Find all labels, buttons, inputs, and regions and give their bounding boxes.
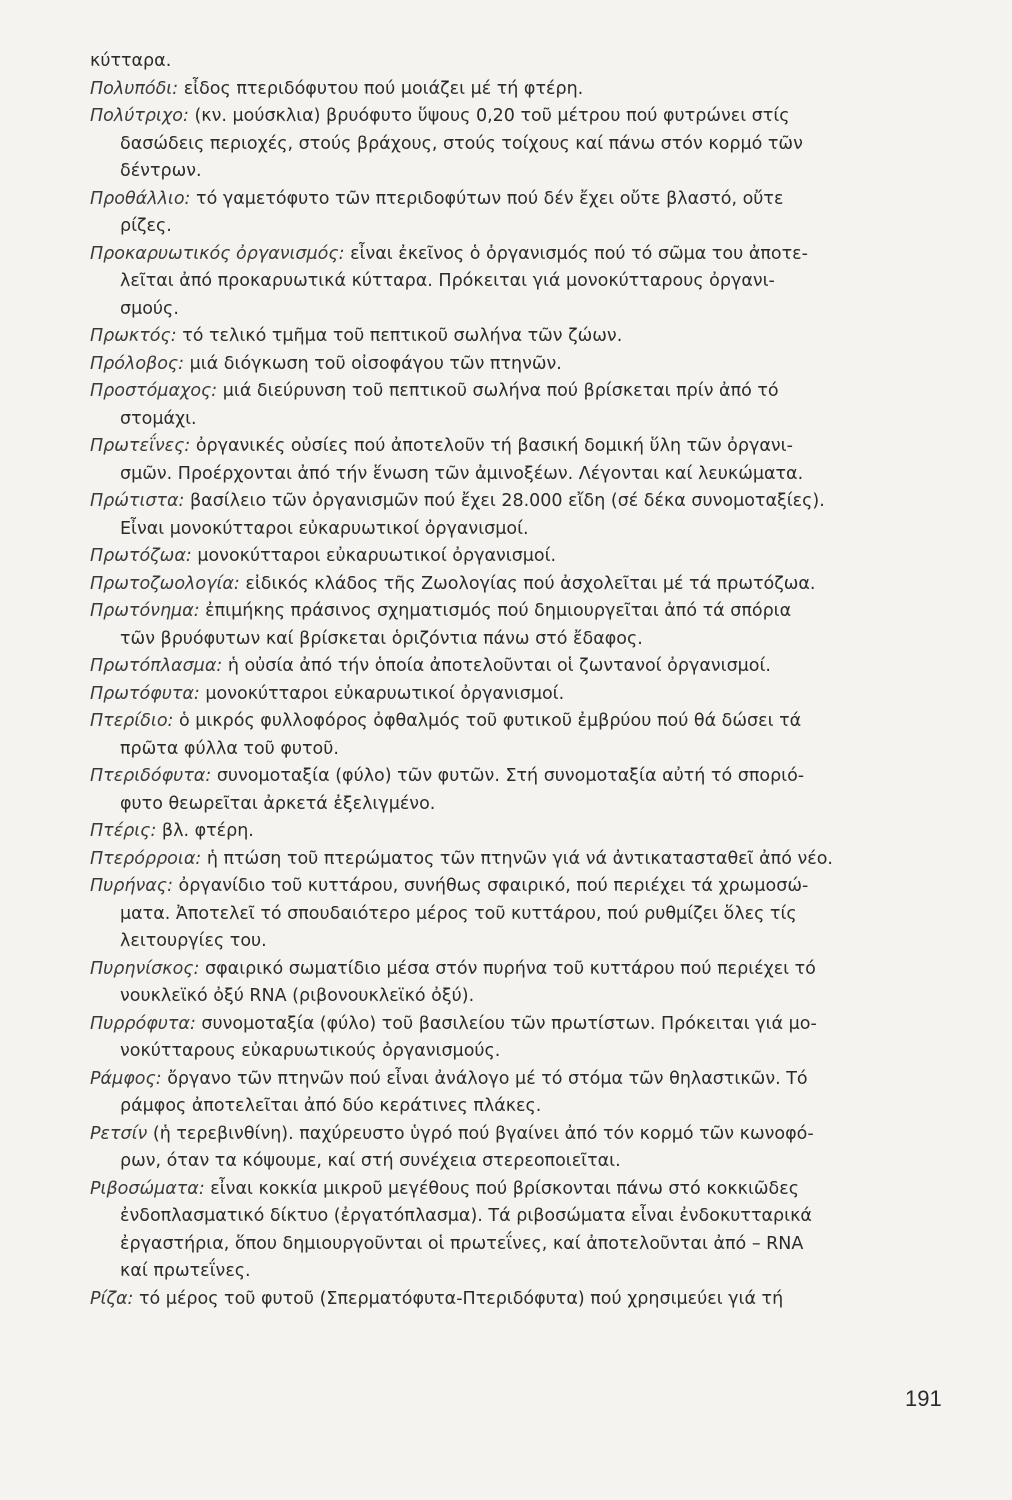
entry-text: τῶν βρυόφυτων καί βρίσκεται ὁριζόντια πάνω στό ἔδαφος. <box>120 628 643 649</box>
glossary-entry <box>90 653 952 681</box>
entry-text: μιά διεύρυνση τοῦ πεπτικοῦ σωλήνα πού βρίσκεται πρίν ἀπό τό <box>217 381 779 401</box>
entry-term: Ριβοσώματα: <box>90 1178 205 1199</box>
entry-term: Πρωτόφυτα: <box>90 683 200 704</box>
glossary-entry <box>90 48 952 76</box>
entry-continuation-line <box>90 158 952 186</box>
entry-term: Πτερόρροια: <box>90 848 202 869</box>
entry-term: Πρωτεΐνες: <box>90 436 191 456</box>
entry-text: λεῖται ἀπό προκαρυωτικά κύτταρα. Πρόκειται γιά μονοκύτταρους ὀργανι- <box>120 271 775 291</box>
entry-text: ὁ μικρός φυλλοφόρος ὀφθαλμός τοῦ φυτικοῦ ἐμβρύου πού θά δώσει τά <box>173 711 802 731</box>
entry-term: Πρωτοζωολογία: <box>90 573 240 594</box>
glossary-entry <box>90 433 952 488</box>
entry-continuation-line <box>90 296 952 324</box>
entry-continuation-line <box>90 626 952 654</box>
glossary-entry <box>90 543 952 571</box>
glossary-body <box>90 48 952 1313</box>
entry-first-line <box>90 763 952 791</box>
entry-first-line <box>90 323 952 351</box>
entry-text: μιά διόγκωση τοῦ οἰσοφάγου τῶν πτηνῶν. <box>184 353 562 374</box>
glossary-entry <box>90 323 952 351</box>
entry-first-line <box>90 1286 952 1314</box>
entry-term: Πρωτόνημα: <box>90 601 200 621</box>
entry-text: εἰδικός κλάδος τῆς Ζωολογίας πού ἀσχολεῖται μέ τά πρωτόζωα. <box>239 573 816 594</box>
glossary-entry <box>90 763 952 818</box>
glossary-entry <box>90 1066 952 1121</box>
entry-text: ρίζες. <box>120 216 172 236</box>
entry-term: Πτεριδόφυτα: <box>90 766 212 786</box>
entry-first-line <box>90 241 952 269</box>
entry-continuation-line <box>90 736 952 764</box>
entry-text: σμῶν. Προέρχονται ἀπό τήν ἕνωση τῶν ἀμινοξέων. Λέγονται καί λευκώματα. <box>120 463 804 484</box>
entry-text: μονοκύτταροι εὐκαρυωτικοί ὀργανισμοί. <box>191 546 557 566</box>
glossary-entry <box>90 186 952 241</box>
entry-text: εἶδος πτεριδόφυτου πού μοιάζει μέ τή φτέρη. <box>178 78 584 99</box>
entry-text: ὀργανικές οὐσίες πού ἀποτελοῦν τή βασική δομική ὕλη τῶν ὀργανι- <box>190 436 793 456</box>
entry-first-line <box>90 598 952 626</box>
entry-text: φυτο θεωρεῖται ἀρκετά ἐξελιγμένο. <box>120 793 436 814</box>
glossary-entry <box>90 598 952 653</box>
glossary-entry <box>90 873 952 956</box>
entry-first-line <box>90 1121 952 1149</box>
entry-continuation-line <box>90 1203 952 1231</box>
entry-text: συνομοταξία (φύλο) τοῦ βασιλείου τῶν πρωτίστων. Πρόκειται γιά μο- <box>195 1013 817 1034</box>
entry-text: ἐπιμήκης πράσινος σχηματισμός πού δημιουργεῖται ἀπό τά σπόρια <box>199 601 792 621</box>
entry-term: Προθάλλιο: <box>90 188 191 209</box>
entry-first-line <box>90 351 952 379</box>
entry-continuation-line <box>90 131 952 159</box>
glossary-entry <box>90 846 952 874</box>
glossary-entry <box>90 956 952 1011</box>
entry-text: ἡ οὐσία ἀπό τήν ὁποία ἀποτελοῦνται οἱ ζωντανοί ὀργανισμοί. <box>222 656 771 676</box>
entry-text: νοκύτταρους εὐκαρυωτικούς ὀργανισμούς. <box>120 1041 501 1061</box>
entry-text: Εἶναι μονοκύτταροι εὐκαρυωτικοί ὀργανισμοί. <box>120 518 529 539</box>
entry-continuation-line <box>90 791 952 819</box>
entry-term: Πυρήνας: <box>90 876 173 896</box>
entry-first-line <box>90 103 952 131</box>
entry-continuation-line <box>90 983 952 1011</box>
entry-first-line <box>90 708 952 736</box>
entry-text: ἐνδοπλασματικό δίκτυο (ἐργατόπλασμα). Τά ριβοσώματα εἶναι ἐνδοκυτταρικά <box>120 1206 812 1226</box>
glossary-entry <box>90 241 952 324</box>
entry-first-line <box>90 956 952 984</box>
entry-continuation-line <box>90 213 952 241</box>
entry-first-line <box>90 571 952 599</box>
glossary-entry <box>90 818 952 846</box>
entry-continuation-line <box>90 461 952 489</box>
entry-text: βασίλειο τῶν ὀργανισμῶν πού ἔχει 28.000 εἴδη (σέ δέκα συνομοταξίες). <box>184 491 825 511</box>
entry-term: Προκαρυωτικός ὀργανισμός: <box>90 243 345 264</box>
entry-first-line <box>90 543 952 571</box>
entry-first-line <box>90 1176 952 1204</box>
entry-term: Πυρηνίσκος: <box>90 958 200 979</box>
entry-first-line <box>90 873 952 901</box>
entry-text: κύτταρα. <box>90 51 172 71</box>
entry-continuation-line <box>90 516 952 544</box>
entry-first-line <box>90 186 952 214</box>
entry-term: Πυρρόφυτα: <box>90 1013 196 1034</box>
entry-text: ράμφος ἀποτελεῖται ἀπό δύο κεράτινες πλάκες. <box>120 1096 542 1116</box>
entry-text: εἶναι ἐκεῖνος ὁ ὀργανισμός πού τό σῶμα του ἀποτε- <box>344 243 808 264</box>
entry-text: τό τελικό τμῆμα τοῦ πεπτικοῦ σωλήνα τῶν ζώων. <box>176 326 623 346</box>
glossary-entry <box>90 378 952 433</box>
entry-text: τό μέρος τοῦ φυτοῦ (Σπερματόφυτα-Πτεριδόφυτα) πού χρησιμεύει γιά τή <box>133 1288 784 1309</box>
entry-continuation-line <box>90 268 952 296</box>
entry-text: βλ. φτέρη. <box>156 821 254 841</box>
entry-continuation-line <box>90 1148 952 1176</box>
entry-term: Πρωκτός: <box>90 326 177 346</box>
entry-first-line <box>90 433 952 461</box>
page-number: 191 <box>905 1386 942 1411</box>
entry-text: πρῶτα φύλλα τοῦ φυτοῦ. <box>120 738 339 759</box>
entry-text: ματα. Ἀποτελεῖ τό σπουδαιότερο μέρος τοῦ κυττάρου, πού ρυθμίζει ὅλες τίς <box>120 903 797 924</box>
entry-term: Πτέρις: <box>90 821 157 841</box>
entry-continuation-line <box>90 901 952 929</box>
entry-text: σφαιρικό σωματίδιο μέσα στόν πυρήνα τοῦ κυττάρου πού περιέχει τό <box>199 958 816 979</box>
entry-continuation-line <box>90 406 952 434</box>
entry-text: νουκλεϊκό ὀξύ RNA (ριβονουκλεϊκό ὀξύ). <box>120 986 475 1006</box>
glossary-entry <box>90 1286 952 1314</box>
entry-text: ἡ πτώση τοῦ πτερώματος τῶν πτηνῶν γιά νά ἀντικατασταθεῖ ἀπό νέο. <box>201 848 833 869</box>
entry-term: Ρίζα: <box>90 1288 134 1309</box>
entry-text: εἶναι κοκκία μικροῦ μεγέθους πού βρίσκονται πάνω στό κοκκιῶδες <box>204 1178 799 1199</box>
entry-term: Πολύτριχο: <box>90 106 189 126</box>
entry-first-line <box>90 818 952 846</box>
entry-first-line <box>90 653 952 681</box>
entry-term: Πτερίδιο: <box>90 711 174 731</box>
entry-first-line <box>90 488 952 516</box>
glossary-entry <box>90 571 952 599</box>
entry-continuation-line <box>90 928 952 956</box>
entry-term: Ράμφος: <box>90 1068 162 1089</box>
glossary-entry <box>90 103 952 186</box>
entry-first-line <box>90 1066 952 1094</box>
entry-continuation-line <box>90 1038 952 1066</box>
glossary-entry <box>90 1011 952 1066</box>
entry-first-line <box>90 48 952 76</box>
glossary-entry <box>90 1121 952 1176</box>
entry-first-line <box>90 1011 952 1039</box>
entry-text: (κν. μούσκλια) βρυόφυτο ὕψους 0,20 τοῦ μέτρου πού φυτρώνει στίς <box>188 106 790 126</box>
entry-first-line <box>90 681 952 709</box>
glossary-entry <box>90 681 952 709</box>
entry-continuation-line <box>90 1258 952 1286</box>
entry-term: Πρωτόπλασμα: <box>90 656 223 676</box>
entry-first-line <box>90 76 952 104</box>
entry-continuation-line <box>90 1231 952 1259</box>
entry-term: Προστόμαχος: <box>90 381 218 401</box>
entry-text: τό γαμετόφυτο τῶν πτεριδοφύτων πού δέν ἔχει οὔτε βλαστό, οὔτε <box>190 188 784 209</box>
entry-text: δέντρων. <box>120 161 202 181</box>
glossary-entry <box>90 1176 952 1286</box>
entry-text: ἐργαστήρια, ὅπου δημιουργοῦνται οἱ πρωτεΐνες, καί ἀποτελοῦνται ἀπό – RNA <box>120 1233 804 1254</box>
entry-text: ὄργανο τῶν πτηνῶν πού εἶναι ἀνάλογο μέ τό στόμα τῶν θηλαστικῶν. Τό <box>161 1068 808 1089</box>
entry-term: Πολυπόδι: <box>90 78 179 99</box>
entry-term: Πρώτιστα: <box>90 491 185 511</box>
entry-first-line <box>90 378 952 406</box>
entry-text: μονοκύτταροι εὐκαρυωτικοί ὀργανισμοί. <box>199 683 565 704</box>
glossary-entry <box>90 708 952 763</box>
entry-first-line <box>90 846 952 874</box>
entry-term: Πρόλοβος: <box>90 353 185 374</box>
entry-text: ὀργανίδιο τοῦ κυττάρου, συνήθως σφαιρικό, πού περιέχει τά χρωμοσώ- <box>172 876 809 896</box>
entry-text: λειτουργίες του. <box>120 931 267 951</box>
glossary-entry <box>90 76 952 104</box>
entry-text: στομάχι. <box>120 408 197 429</box>
entry-text: σμούς. <box>120 298 179 319</box>
entry-text: καί πρωτεΐνες. <box>120 1261 251 1281</box>
glossary-entry <box>90 488 952 543</box>
entry-term: Πρωτόζωα: <box>90 546 192 566</box>
entry-continuation-line <box>90 1093 952 1121</box>
entry-text: (ἡ τερεβινθίνη). παχύρευστο ὑγρό πού βγαίνει ἀπό τόν κορμό τῶν κωνοφό- <box>147 1123 814 1144</box>
entry-text: δασώδεις περιοχές, στούς βράχους, στούς τοίχους καί πάνω στόν κορμό τῶν <box>120 133 803 154</box>
glossary-entry <box>90 351 952 379</box>
entry-term: Ρετσίν <box>90 1123 148 1144</box>
entry-text: ρων, όταν τα κόψουμε, καί στή συνέχεια στερεοποιεῖται. <box>120 1151 621 1171</box>
entry-text: συνομοταξία (φύλο) τῶν φυτῶν. Στή συνομοταξία αὐτή τό σποριό- <box>211 766 805 786</box>
